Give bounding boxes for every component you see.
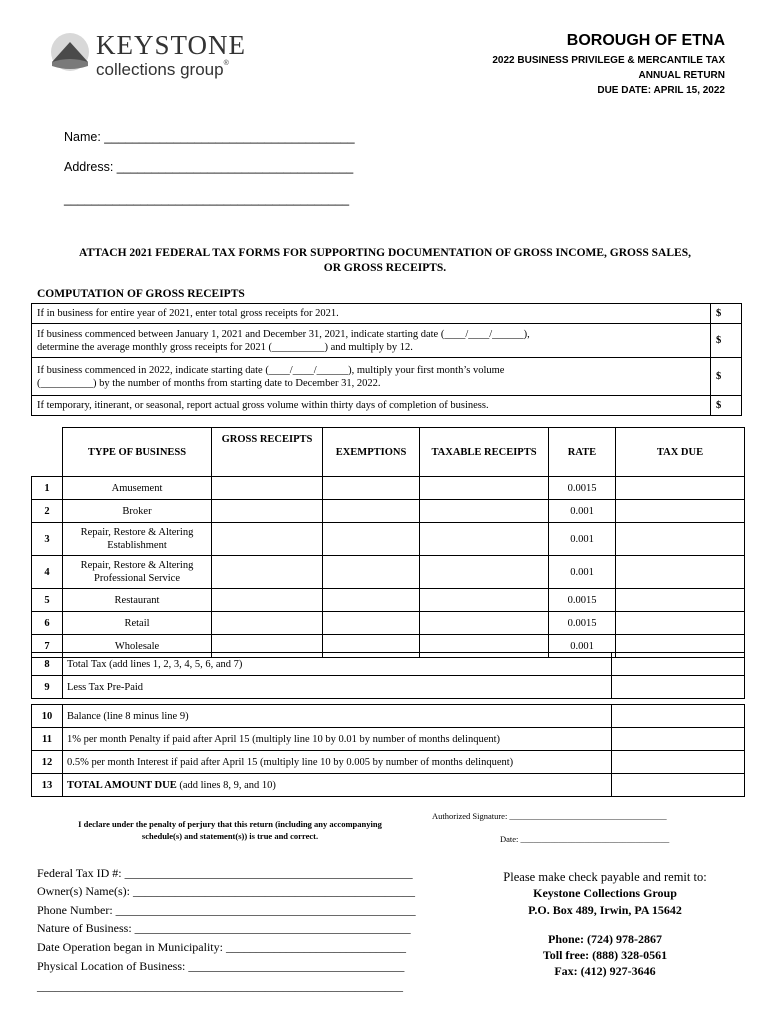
total-row [32,728,745,751]
rate-cell: 0.001 [549,523,616,556]
table-row [32,500,745,523]
taxable-receipts-cell[interactable] [420,612,549,635]
total-row [32,705,745,728]
computation-text [32,396,711,416]
dollar-input[interactable]: $ [711,396,742,416]
owner-names-field[interactable]: Owner(s) Name(s): _______________________________________________ [37,884,415,898]
tax-due-cell[interactable] [616,523,745,556]
phone-number-field[interactable]: Phone Number: __________________________________________________ [37,903,416,917]
gross-receipts-cell[interactable] [212,612,323,635]
computation-text-line1: If business commenced in 2022, indicate starting date (____/____/______), multiply your first month’s volume [37,364,505,376]
total-label [63,705,612,728]
computation-text-line2: determine the average monthly gross receipts for 2021 (__________) and multiply by 12. [37,341,413,353]
taxable-receipts-cell[interactable] [420,589,549,612]
row-number: 3 [32,523,63,556]
gross-receipts-cell[interactable] [212,523,323,556]
attach-notice [30,246,740,276]
return-title: ANNUAL RETURN [638,70,725,81]
logo-wordmark-collections-text: collections group [96,60,224,79]
exemptions-cell[interactable] [323,589,420,612]
computation-row-1 [32,304,742,324]
total-label [63,653,612,676]
row-number: 9 [32,676,63,699]
declaration-line2: schedule(s) and statement(s)) is true and correct. [141,831,319,841]
computation-title: COMPUTATION OF GROSS RECEIPTS [37,288,245,300]
type-header: TYPE OF BUSINESS [63,428,212,477]
computation-text [32,304,711,324]
num-column-header [32,428,63,477]
exemptions-cell[interactable] [323,556,420,589]
table-row [32,477,745,500]
total-row [32,653,745,676]
rate-cell: 0.0015 [549,589,616,612]
total-amount-cell[interactable] [612,653,745,676]
remit-company: Keystone Collections Group [533,886,677,900]
table-row [32,556,745,589]
remit-address: P.O. Box 489, Irwin, PA 15642 [528,903,682,917]
tax-due-header: TAX DUE [616,428,745,477]
total-label [63,774,612,797]
tax-due-cell[interactable] [616,477,745,500]
total-row [32,676,745,699]
computation-text-line1: If in business for entire year of 2021, enter total gross receipts for 2021. [37,308,339,319]
gross-receipts-cell[interactable] [212,500,323,523]
computation-text [32,324,711,358]
tax-due-cell[interactable] [616,589,745,612]
tax-title: 2022 BUSINESS PRIVILEGE & MERCANTILE TAX [492,55,725,66]
tax-due-cell[interactable] [616,556,745,589]
physical-location-field[interactable]: Physical Location of Business: ____________________________________ [37,959,405,973]
name-field[interactable]: Name: ____________________________________ [64,130,355,144]
table-row [32,612,745,635]
row-number: 6 [32,612,63,635]
taxable-receipts-cell[interactable] [420,500,549,523]
total-label-text: Less Tax Pre-Paid [67,681,144,693]
declaration-line1: I declare under the penalty of perjury that this return (including any accompanying [78,819,382,829]
total-label [63,751,612,774]
attach-notice-line1: ATTACH 2021 FEDERAL TAX FORMS FOR SUPPORTING DOCUMENTATION OF GROSS INCOME, GROSS SALES, [79,247,691,259]
exemptions-header: EXEMPTIONS [323,428,420,477]
total-row [32,751,745,774]
rate-cell: 0.0015 [549,612,616,635]
business-tax-table [31,427,745,658]
business-type-line1: Repair, Restore & Altering [80,527,194,538]
business-type [63,589,212,612]
business-type-line1: Repair, Restore & Altering [80,560,194,571]
computation-text-line1: If temporary, itinerant, or seasonal, report actual gross volume within thirty days of completion of business. [37,400,489,411]
taxable-receipts-cell[interactable] [420,556,549,589]
row-number: 10 [32,705,63,728]
remit-phone: Phone: (724) 978-2867 [548,932,662,946]
total-amount-cell[interactable] [612,676,745,699]
business-type [63,612,212,635]
computation-table [31,303,742,416]
physical-location-field-line2[interactable]: _____________________________________________________________ [37,979,403,993]
totals-table-2 [31,704,745,797]
total-amount-cell[interactable] [612,705,745,728]
rate-header: RATE [549,428,616,477]
exemptions-cell[interactable] [323,612,420,635]
due-date: DUE DATE: APRIL 15, 2022 [597,85,725,96]
keystone-logo-mark [50,32,90,74]
total-row [32,774,745,797]
rate-cell: 0.0015 [549,477,616,500]
rate-cell: 0.001 [549,635,616,658]
total-label-text: Balance (line 8 minus line 9) [67,710,189,722]
keystone-logo [50,32,250,82]
address-field[interactable]: Address: __________________________________ [64,160,354,174]
row-number: 11 [32,728,63,751]
business-table-header [32,428,745,477]
remit-block [460,870,750,979]
business-type-line1: Restaurant [114,594,160,606]
total-label [63,728,612,751]
business-type-line1: Wholesale [114,640,160,652]
row-number: 1 [32,477,63,500]
gross-receipts-cell[interactable] [212,556,323,589]
business-type-line1: Retail [124,617,150,629]
total-amount-due-bold: TOTAL AMOUNT DUE [67,779,177,791]
exemptions-cell[interactable] [323,500,420,523]
registered-mark: ® [223,60,229,67]
signature-field[interactable]: Authorized Signature: _____________________________________ [432,811,667,821]
total-label-text: 1% per month Penalty if paid after April 15 (multiply line 10 by 0.01 by number of months delinquent) [67,733,501,745]
dollar-input[interactable]: $ [711,304,742,324]
remit-intro: Please make check payable and remit to: [503,870,707,884]
business-type-line2: Establishment [107,540,167,551]
gross-receipts-header: GROSS RECEIPTS [212,428,323,477]
table-row [32,589,745,612]
table-row [32,523,745,556]
dollar-input[interactable]: $ [711,324,742,358]
computation-row-4 [32,396,742,416]
remit-tollfree: Toll free: (888) 328-0561 [542,948,668,962]
total-amount-cell[interactable] [612,774,745,797]
computation-row-2 [32,324,742,358]
federal-tax-id-field[interactable]: Federal Tax ID #: ________________________________________________ [37,866,413,880]
dollar-input[interactable]: $ [711,358,742,396]
gross-receipts-cell[interactable] [212,589,323,612]
computation-text [32,358,711,396]
business-type [63,477,212,500]
attach-notice-line2: OR GROSS RECEIPTS. [323,262,447,274]
logo-wordmark-collections [96,60,229,80]
declaration [40,818,420,842]
row-number: 7 [32,635,63,658]
rate-cell: 0.001 [549,500,616,523]
business-type [63,500,212,523]
totals-table-1 [31,652,745,699]
tax-due-cell[interactable] [616,612,745,635]
tax-due-cell[interactable] [616,500,745,523]
total-amount-cell[interactable] [612,728,745,751]
total-amount-cell[interactable] [612,751,745,774]
business-type [63,523,212,556]
logo-wordmark-keystone: KEYSTONE [96,30,247,60]
computation-row-3 [32,358,742,396]
total-amount-due-rest: (add lines 8, 9, and 10) [176,779,276,791]
row-number: 2 [32,500,63,523]
taxable-receipts-cell[interactable] [420,523,549,556]
gross-receipts-cell[interactable] [212,477,323,500]
row-number: 5 [32,589,63,612]
row-number: 8 [32,653,63,676]
business-type [63,556,212,589]
row-number: 4 [32,556,63,589]
computation-text-line1: If business commenced between January 1, 2021 and December 31, 2021, indicate starting date (____/____/______), [37,328,530,340]
business-type-line1: Broker [122,505,152,517]
taxable-receipts-cell[interactable] [420,477,549,500]
rate-cell: 0.001 [549,556,616,589]
exemptions-cell[interactable] [323,523,420,556]
exemptions-cell[interactable] [323,477,420,500]
borough-title: BOROUGH OF ETNA [566,32,725,49]
row-number: 12 [32,751,63,774]
total-label-text: Total Tax (add lines 1, 2, 3, 4, 5, 6, and 7) [67,658,243,670]
business-type-line2: Professional Service [93,573,181,584]
date-operation-began-field[interactable]: Date Operation began in Municipality: ______________________________ [37,940,406,954]
address-field-line2[interactable]: _________________________________________ [64,192,350,206]
taxable-receipts-header: TAXABLE RECEIPTS [420,428,549,477]
row-number: 13 [32,774,63,797]
remit-fax: Fax: (412) 927-3646 [554,964,656,978]
date-field[interactable]: Date: ___________________________________ [500,834,670,844]
nature-of-business-field[interactable]: Nature of Business: ______________________________________________ [37,921,411,935]
total-label-text: 0.5% per month Interest if paid after April 15 (multiply line 10 by 0.005 by number of months delinquent) [67,756,514,768]
total-label [63,676,612,699]
business-type-line1: Amusement [111,482,163,494]
computation-text-line2: (__________) by the number of months from starting date to December 31, 2022. [37,377,381,389]
